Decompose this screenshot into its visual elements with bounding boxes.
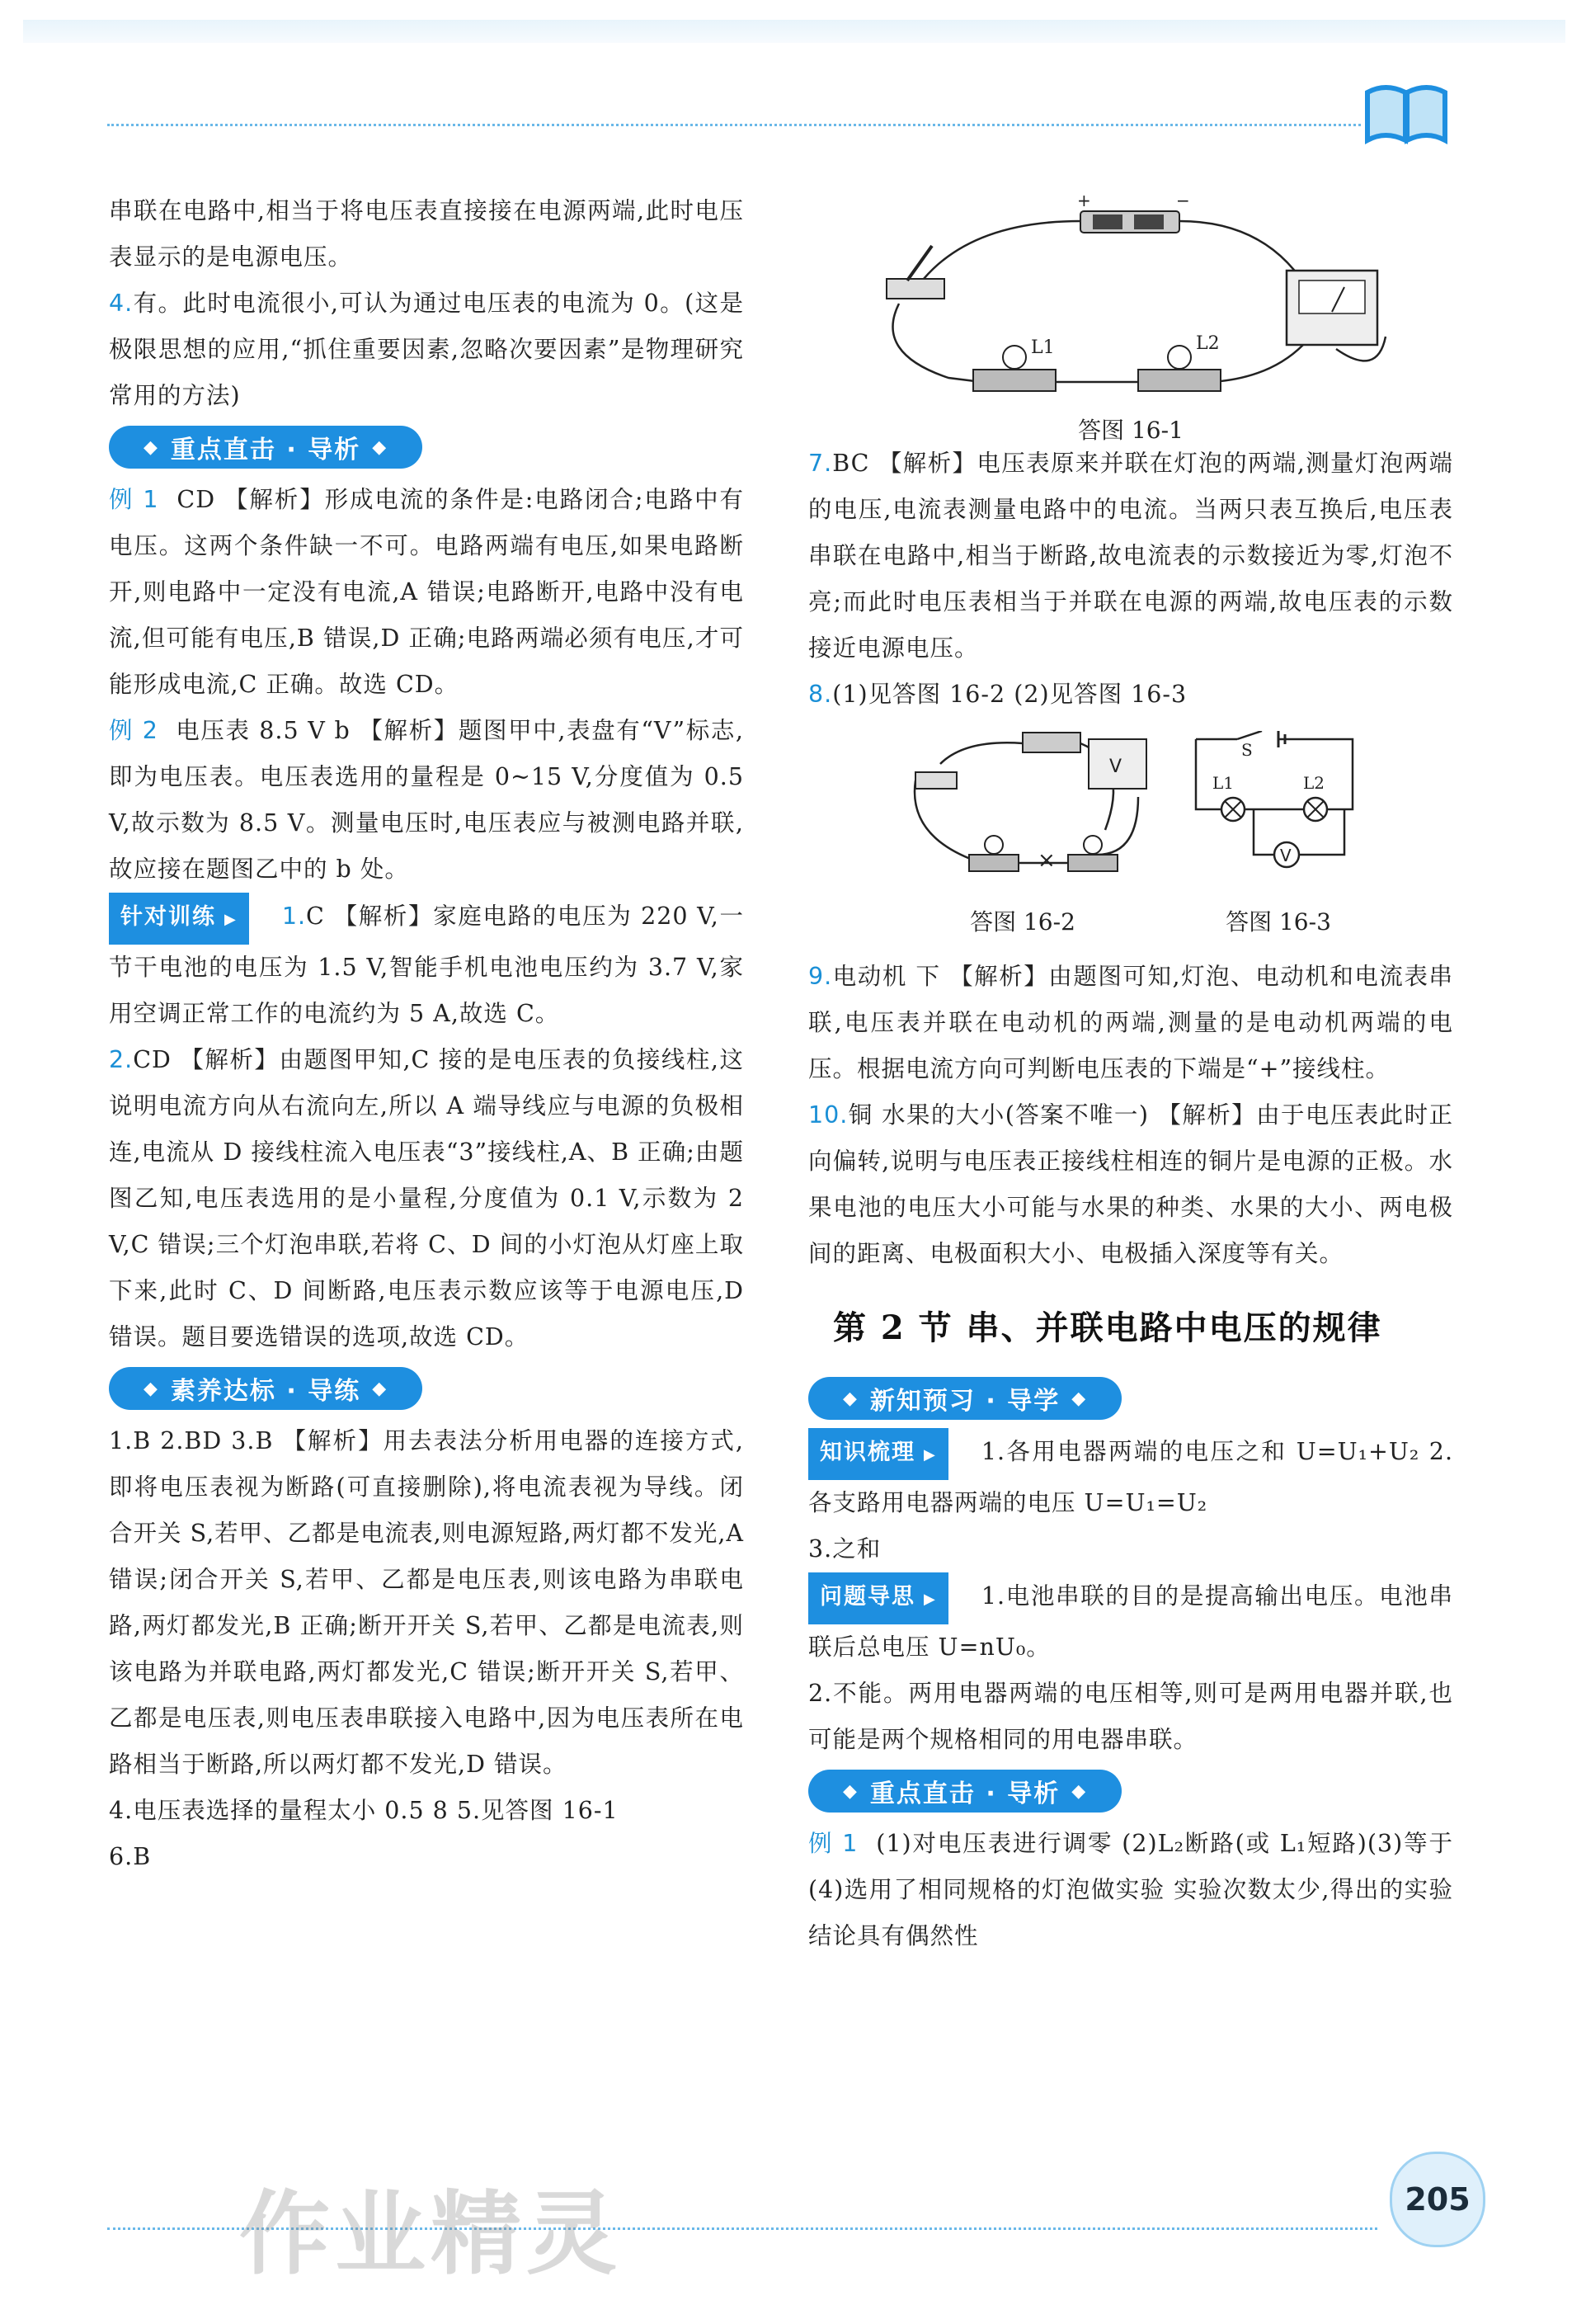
switch-label: S	[1241, 740, 1253, 760]
training-1	[109, 893, 744, 1037]
tag-targeted-training	[109, 893, 249, 945]
book-icon	[1361, 76, 1452, 145]
example-label: 例 1	[109, 486, 159, 513]
answer-number: 7.	[808, 450, 833, 477]
answer-text: C 【解析】家庭电路的电压为 220 V,一节干电池的电压为 1.5 V,智能手机电池电压约为 3.7 V,家用空调正常工作的电流约为 5 A,故选 C。	[109, 903, 744, 1027]
answer-number: 9.	[808, 963, 833, 990]
banner-preview	[808, 1377, 1122, 1420]
answer-text: CD 【解析】由题图甲知,C 接的是电压表的负接线柱,这说明电流方向从右流向左,所以 A 端导线应与电源的负极相连,电流从 D 接线柱流入电压表“3”接线柱,A、B 正确;由题图乙知,电压表选用的是小量程,分度值为 0.1 V,示数为 2 V,C 错误;三个灯泡串联,若将 C、D 间的小灯泡从灯座上取下来,此时 C、D 间断路,电压表示数应该等于电源电压,D 错误。题目要选错误的选项,故选 CD。	[109, 1046, 744, 1351]
banner-label: 素养达标 · 导练	[170, 1377, 361, 1406]
triangle-right-icon: ▶	[924, 1446, 937, 1464]
tag-label: 问题导思	[820, 1584, 915, 1610]
answer-text: 铜 水果的大小(答案不唯一) 【解析】由于电压表此时正向偏转,说明与电压表正接线柱相连的铜片是电源的正极。水果电池的电压大小可能与水果的种类、水果的大小、两电极间的距离、电极面积大小、电极插入深度等有关。	[808, 1101, 1453, 1267]
cross-mark-icon: ×	[1038, 848, 1056, 873]
watermark: 作业精灵	[239, 2181, 622, 2287]
diamond-icon: ◆	[1071, 1388, 1088, 1409]
answer-text: BC 【解析】电压表原来并联在灯泡的两端,测量灯泡两端的电压,电流表测量电路中的电流。当两只表互换后,电压表串联在电路中,相当于断路,故电流表的示数接近为零,灯泡不亮;而此时电压表相当于并联在电源的两端,故电压表的示数接近电源电压。	[808, 450, 1453, 662]
right-column	[808, 188, 1453, 1959]
banner-label: 重点直击 · 导析	[170, 436, 361, 464]
example-text: 电压表 8.5 V b 【解析】题图甲中,表盘有“V”标志,即为电压表。电压表选用的量程是 0~15 V,分度值为 0.5 V,故示数为 8.5 V。测量电压时,电压表应与被测电路并联,故应接在题图乙中的 b 处。	[109, 717, 744, 883]
example-label: 例 2	[109, 717, 158, 744]
answer-9	[808, 954, 1453, 1092]
answer-number: 10.	[808, 1101, 849, 1129]
header-dotted-line	[107, 124, 1361, 126]
left-paragraph-1: 串联在电路中,相当于将电压表直接接在电源两端,此时电压表显示的是电源电压。	[109, 197, 744, 271]
answer-text: (1)见答图 16-2 (2)见答图 16-3	[832, 681, 1188, 708]
header-band	[23, 20, 1565, 43]
example-1	[109, 477, 744, 708]
triangle-right-icon: ▶	[924, 1591, 937, 1608]
battery-minus: −	[1176, 191, 1190, 210]
tag-knowledge	[808, 1428, 948, 1480]
example-text: CD 【解析】形成电流的条件是:电路闭合;电路中有电压。这两个条件缺一不可。电路两端有电压,如果电路断开,则电路中一定没有电流,A 错误;电路断开,电路中没有电流,但可能有电压,B 错误,D 正确;电路两端必须有电压,才可能形成电流,C 正确。故选 CD。	[109, 486, 745, 698]
answer-number: 1.	[281, 903, 307, 930]
knowledge-3: 3.之和	[808, 1535, 882, 1563]
banner-key-analysis-2	[808, 1770, 1122, 1813]
tag-label: 知识梳理	[820, 1440, 915, 1465]
diamond-icon: ◆	[372, 1378, 388, 1399]
page-number: 205	[1390, 2152, 1485, 2247]
voltmeter-label: V	[1280, 846, 1292, 865]
diamond-icon: ◆	[144, 436, 159, 458]
diamond-icon: ◆	[843, 1388, 859, 1409]
figure-caption-16-3: 答图 16-3	[1226, 908, 1331, 936]
lamp-label-l2: L2	[1303, 773, 1325, 793]
answer-text: 电动机 下 【解析】由题图可知,灯泡、电动机和电流表串联,电压表并联在电动机的两端,测量的是电动机两端的电压。根据电流方向可判断电压表的下端是“+”接线柱。	[808, 963, 1453, 1082]
lamp-label-l1: L1	[1031, 337, 1055, 358]
banner-label: 新知预习 · 导学	[869, 1387, 1061, 1416]
figure-caption-16-2: 答图 16-2	[970, 908, 1075, 936]
literacy-answers-1-3: 1.B 2.BD 3.B 【解析】用去表法分析用电器的连接方式,即将电压表视为断路(可直接删除),将电流表视为导线。闭合开关 S,若甲、乙都是电流表,则电源短路,两灯都不发光,A 错误;闭合开关 S,若甲、乙都是电压表,则该电路为串联电路,两灯都发光,B 正确;断开开关 S,若甲、乙都是电流表,则该电路为并联电路,两灯都发光,C 错误;断开开关 S,若甲、乙都是电压表,则电压表串联接入电路中,因为电压表所在电路相当于断路,所以两灯都不发光,D 错误。	[109, 1427, 744, 1778]
diamond-icon: ◆	[843, 1780, 859, 1802]
diamond-icon: ◆	[144, 1378, 159, 1399]
banner-literacy	[109, 1367, 422, 1410]
tag-label: 针对训练	[120, 904, 216, 930]
circuit-diagram-16-1	[808, 188, 1453, 403]
knowledge-text: 1.各用电器两端的电压之和 U=U₁+U₂ 2.各支路用电器两端的电压 U=U₁=U₂	[808, 1438, 1453, 1516]
example-1-right	[808, 1821, 1453, 1959]
triangle-right-icon: ▶	[224, 911, 238, 928]
voltmeter-symbol: V	[1109, 757, 1122, 777]
figures-16-2-16-3	[808, 723, 1453, 954]
figure-16-1	[808, 188, 1453, 444]
literacy-answer-6: 6.B	[109, 1843, 152, 1870]
answer-number: 8.	[808, 681, 833, 708]
banner-label: 重点直击 · 导析	[869, 1780, 1061, 1808]
section-title: 第 2 节 串、并联电路中电压的规律	[833, 1308, 1382, 1347]
question-guide-1	[808, 1572, 1453, 1671]
figure-caption-16-1: 答图 16-1	[1078, 417, 1184, 444]
example-text: (1)对电压表进行调零 (2)L₂断路(或 L₁短路)(3)等于 (4)选用了相同规格的灯泡做实验 实验次数太少,得出的实验结论具有偶然性	[808, 1830, 1453, 1949]
answer-10	[808, 1092, 1453, 1277]
answer-number: 4.	[109, 290, 134, 317]
knowledge-summary	[808, 1428, 1453, 1526]
tag-question-guide	[808, 1572, 948, 1624]
question-text: 1.电池串联的目的是提高输出电压。电池串联后总电压 U=nU₀。	[808, 1582, 1453, 1661]
question-guide-2: 2.不能。两用电器两端的电压相等,则可是两用电器并联,也可能是两个规格相同的用电器串联。	[808, 1680, 1453, 1753]
left-column	[109, 188, 744, 1880]
diamond-icon: ◆	[1071, 1780, 1088, 1802]
battery-plus: +	[1077, 191, 1091, 210]
example-label: 例 1	[808, 1830, 859, 1857]
answer-4	[109, 280, 744, 419]
answer-number: 2.	[109, 1046, 134, 1073]
answer-7	[808, 441, 1453, 672]
lamp-label-l2: L2	[1196, 333, 1220, 354]
example-2	[109, 708, 744, 893]
training-2	[109, 1037, 744, 1360]
answer-8	[808, 672, 1453, 718]
lamp-label-l1: L1	[1212, 773, 1235, 793]
circuit-diagram-16-2	[891, 723, 1163, 888]
banner-key-analysis	[109, 426, 422, 469]
circuit-diagram-16-3	[1188, 731, 1369, 888]
answer-text: 有。此时电流很小,可认为通过电压表的电流为 0。(这是极限思想的应用,“抓住重要因素,忽略次要因素”是物理研究常用的方法)	[109, 290, 744, 409]
diamond-icon: ◆	[372, 436, 388, 458]
literacy-answers-4-5: 4.电压表选择的量程太小 0.5 8 5.见答图 16-1	[109, 1797, 619, 1824]
